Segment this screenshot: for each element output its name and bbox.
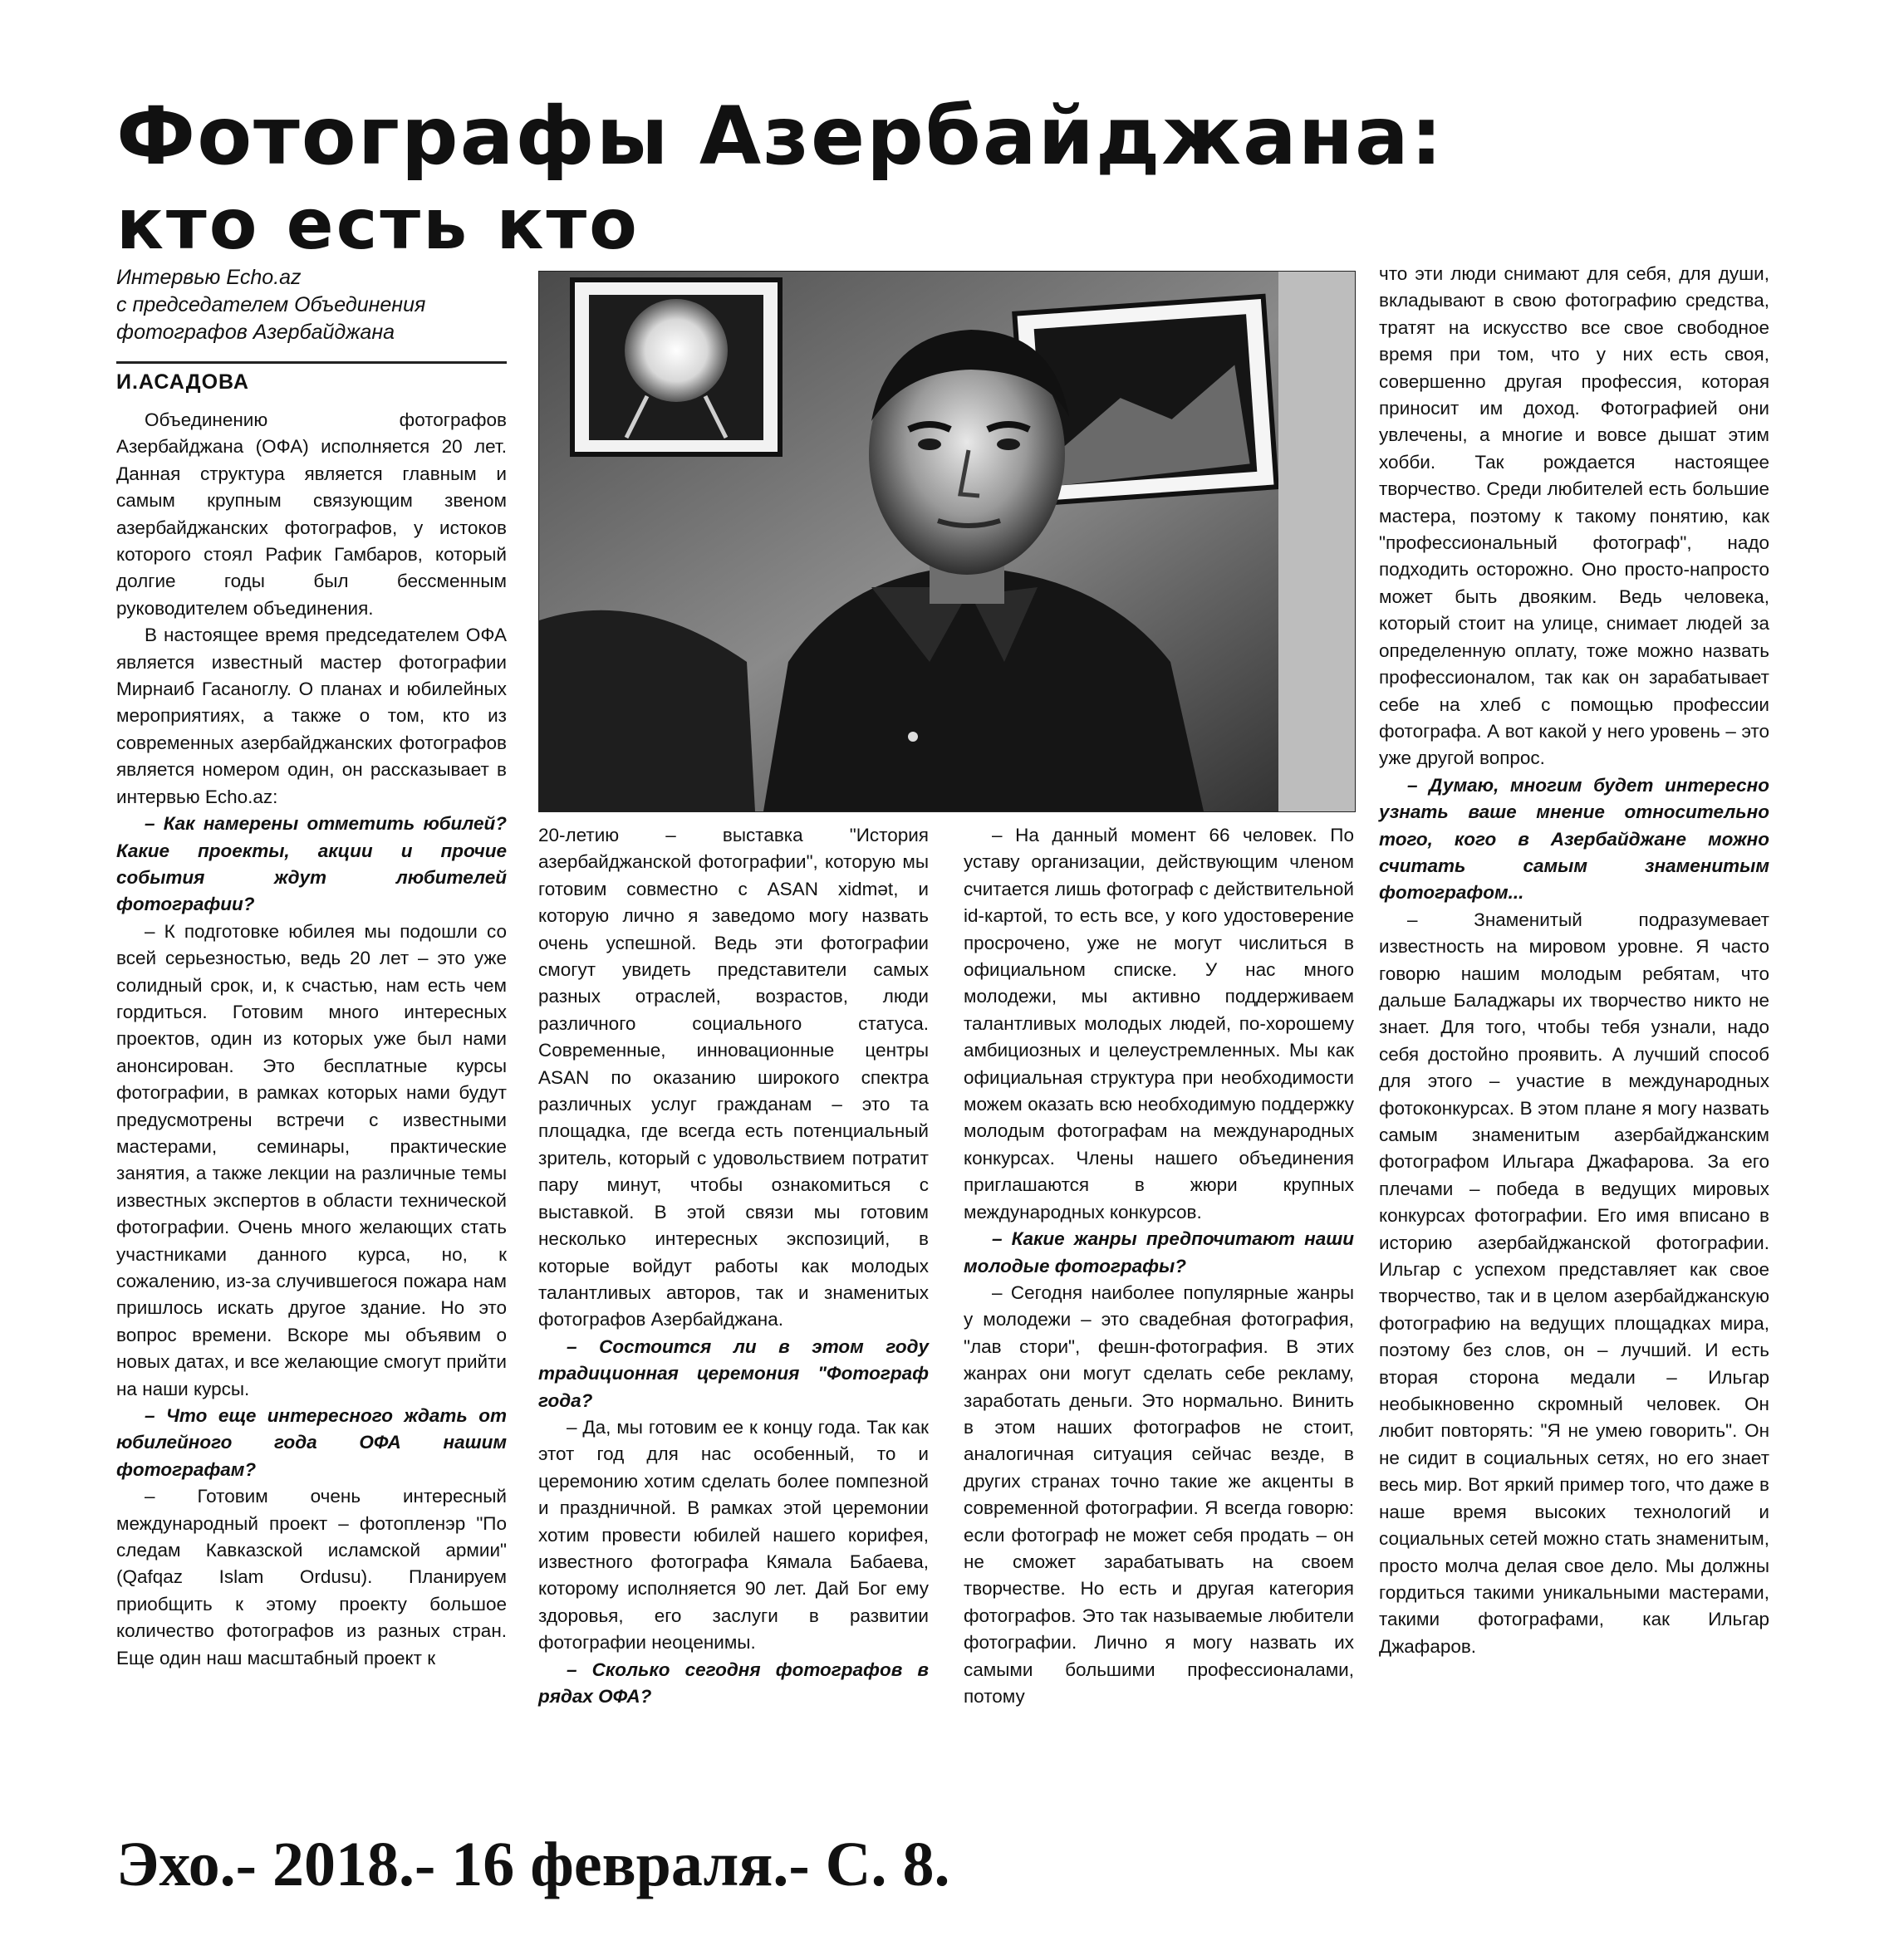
article-headline xyxy=(116,90,1794,266)
intro-line-2: с председателем Объединения xyxy=(116,293,426,316)
column-3 xyxy=(964,822,1354,1710)
paragraph: – Готовим очень интересный международный проект – фотопленэр "По следам Кавказской исламской армии" (Qafqaz Islam Ordusu). Планируем приобщить к этому проекту большое количество фотографов из разных стран. Еще один наш масштабный проект к xyxy=(116,1486,507,1668)
paragraph: – На данный момент 66 человек. По уставу организации, действующим членом считается лишь фотограф с действительной id-картой, то есть все, у кого удостоверение просрочено, уже не могут числиться в официальном списке. У нас много молодежи, мы активно поддерживаем талантливых молодых людей, по-хорошему амбициозных и целеустремленных. Мы как официальная структура при необходимости можем оказать всю необходимую поддержку молодым фотографам на международных конкурсах. Члены нашего объединения приглашаются в жюри крупных международных конкурсов. xyxy=(964,825,1354,1223)
column-2 xyxy=(538,822,929,1710)
paragraph: – Сегодня наиболее популярные жанры у молодежи – это свадебная фотография, "лав стори", фешн-фотография. В этих жанрах они могут сделать себе рекламу, заработать деньги. Это нормально. Винить в этом наших фотографов не стоит, аналогичная ситуация сейчас везде, в других странах точно такие же акценты в современной фотографии. Я всегда говорю: если фотограф не может себя продать – он не сможет зарабатывать на своем творчестве. Но есть и другая категория фотографов. Это так называемые любители фотографии. Лично я могу назвать их самыми большими профессионалами, потому xyxy=(964,1281,1354,1707)
paragraph: что эти люди снимают для себя, для души, вкладывают в свою фотографию средства, тратят на искусство все свое свободное время при том, что у них есть своя, совершенно другая профессия, которая приносит им доход. Фотографией они увлечены, а многие и вовсе дышат этим хобби. Так рождается настоящее творчество. Среди любителей есть большие мастера, поэтому к такому понятию, как "профессиональный фотограф", надо подходить осторожно. Оно просто-напросто может быть двояким. Ведь человека, который стоит на улице, снимает людей за определенную оплату, тоже можно назвать профессионалом, так как он зарабатывает себе на хлеб с помощью профессии фотографа. А вот какой у него уровень – это уже другой вопрос. xyxy=(1379,263,1769,769)
paragraph: – К подготовке юбилея мы подошли со всей серьезностью, ведь 20 лет – это уже солидный срок, и, к счастью, нам есть чем гордиться. Готовим много интересных проектов, один из которых уже был нами анонсирован. Это бесплатные курсы фотографии, в рамках которых нами будут предусмотрены встречи с известными мастерами, семинары, практические занятия, а также лекции на различные темы известных экспертов в области технической фотографии. Очень много желающих стать участниками данного курса, но, к сожалению, из-за случившегося пожара нам пришлось искать другое здание. Но это вопрос времени. Вскоре мы объявим о новых датах, и все желающие смогут прийти на наши курсы. xyxy=(116,920,507,1399)
paragraph: 20-летию – выставка "История азербайджанской фотографии", которую мы готовим совместно с ASAN xidmət, и которую лично я заведомо могу назвать очень успешной. Ведь эти фотографии смогут увидеть представители самых разных отраслей, возрастов, люди различного социального статуса. Современные, инновационные центры ASAN по оказанию широкого спектра различных услуг гражданам – это та площадка, где всегда есть потенциальный зритель, который с удовольствием потратит пару минут, чтобы ознакомиться с выставкой. В этой связи мы готовим несколько интересных экспозиций, в которые войдут работы как молодых талантливых авторов, так и знаменитых фотографов Азербайджана. xyxy=(538,825,929,1330)
column-1 xyxy=(116,264,507,1672)
intro-line-3: фотографов Азербайджана xyxy=(116,321,395,344)
headline-line-1: Фотографы Азербайджана: xyxy=(116,90,1445,183)
interview-question: – Сколько сегодня фотографов в рядах ОФА? xyxy=(538,1659,929,1707)
interview-question: – Какие жанры предпочитают наши молодые фотографы? xyxy=(964,1228,1354,1276)
interview-question: – Состоится ли в этом году традиционная церемония "Фотограф года? xyxy=(538,1335,929,1411)
paragraph: Объединению фотографов Азербайджана (ОФА) исполняется 20 лет. Данная структура является главным и самым крупным связующим звеном азербайджанских фотографов, у истоков которого стоял Рафик Гамбаров, который долгие годы был бессменным руководителем объединения. xyxy=(116,409,507,619)
column-1-body xyxy=(116,407,507,1672)
interview-question: – Думаю, многим будет интересно узнать ваше мнение относительно того, кого в Азербайджане можно считать самым знаменитым фотографом... xyxy=(1379,774,1769,904)
source-citation: Эхо.- 2018.- 16 февраля.- С. 8. xyxy=(116,1830,950,1899)
author-byline: И.АСАДОВА xyxy=(116,361,507,395)
paragraph: – Да, мы готовим ее к концу года. Так как этот год для нас особенный, то и церемонию хотим сделать более помпезной и праздничной. В рамках этой церемонии хотим провести юбилей нашего корифея, известного фотографа Кямала Бабаева, которому исполняется 90 лет. Дай Бог ему здоровья, его заслуги в развитии фотографии неоценимы. xyxy=(538,1416,929,1654)
interview-question: – Как намерены отметить юбилей? Какие проекты, акции и прочие события ждут любителей фотографии? xyxy=(116,813,507,915)
paragraph: – Знаменитый подразумевает известность на мировом уровне. Я часто говорю нашим молодым ребятам, что дальше Баладжары их творчество никто не знает. Для того, чтобы тебя узнали, надо себя достойно проявить. А лучший способ для этого – участие в международных фотоконкурсах. В этом плане я могу назвать самым знаменитым азербайджанским фотографом Ильгара Джафарова. За его плечами – победа в ведущих мировых конкурсах фотографии. Его имя вписано в историю азербайджанской фотографии. Ильгар с успехом представляет как свое творчество, так и в целом азербайджанскую фотографию на ведущих площадках мира, поэтому без слов, он – лучший. И есть вторая сторона медали – Ильгар необыкновенно скромный человек. Он любит повторять: "Я не умею говорить". Он не сидит в социальных сетях, но его знает весь мир. Вот яркий пример того, что даже в наше время высоких технологий и социальных сетей можно стать знаменитым, просто молча делая свое дело. Мы должны гордиться такими уникальными мастерами, такими фотографами, как Ильгар Джафаров. xyxy=(1379,909,1769,1657)
intro-line-1: Интервью Echo.az xyxy=(116,266,302,289)
article-photo xyxy=(538,271,1356,812)
interview-question: – Что еще интересного ждать от юбилейного года ОФА нашим фотографам? xyxy=(116,1405,507,1480)
headline-line-2: кто есть кто xyxy=(116,184,640,265)
column-4 xyxy=(1379,261,1769,1660)
portrait-photo-illustration xyxy=(539,272,1355,811)
paragraph: В настоящее время председателем ОФА является известный мастер фотографии Мирнаиб Гасаноглу. О планах и юбилейных мероприятиях, а также о том, кто из современных азербайджанских фотографов является номером один, он рассказывает в интервью Echo.az: xyxy=(116,625,507,807)
